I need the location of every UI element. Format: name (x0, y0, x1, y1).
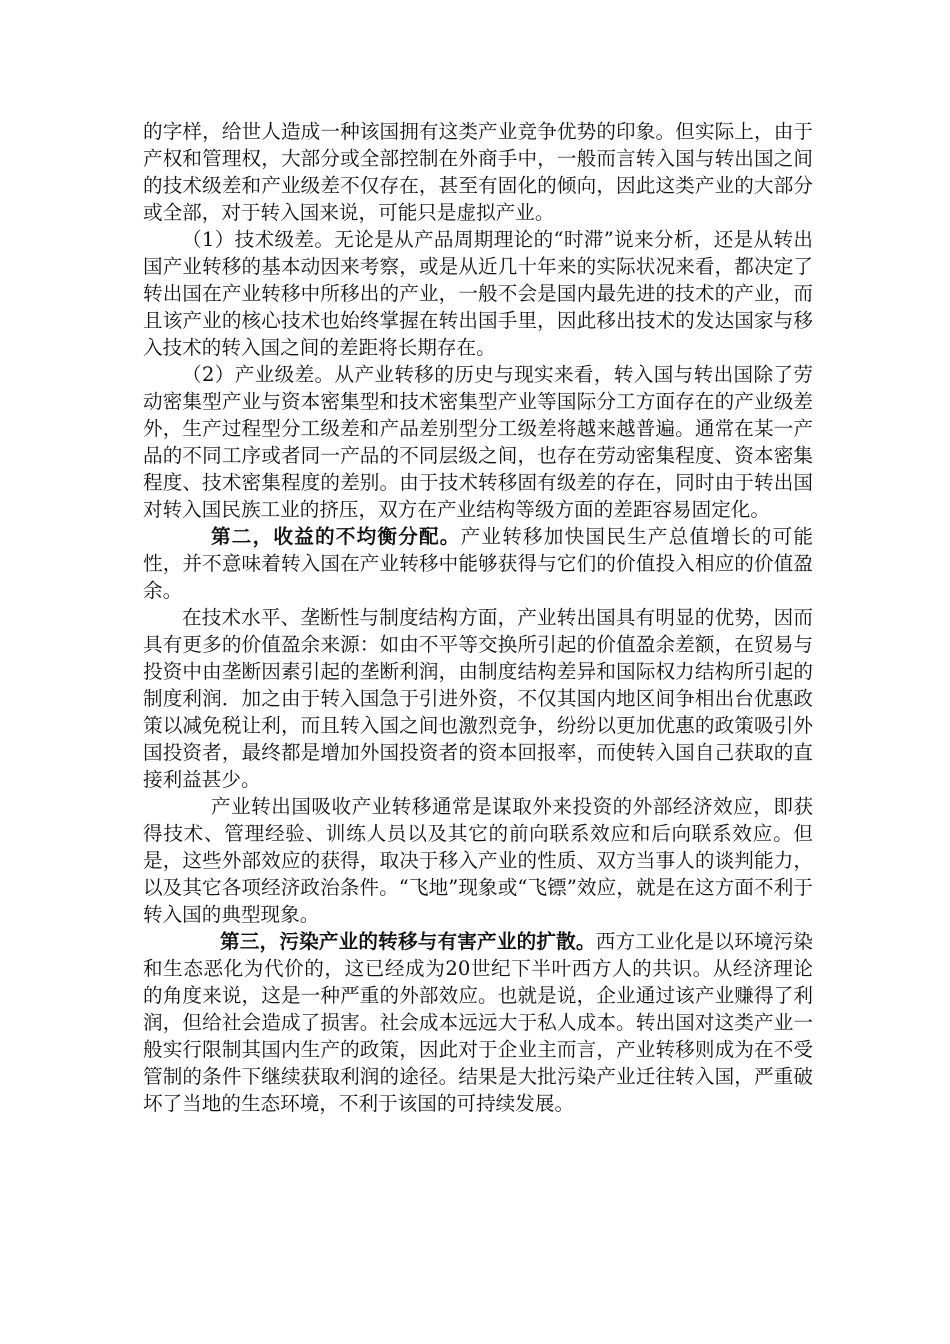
section-heading-second: 第二，收益的不均衡分配。 (211, 525, 461, 548)
section-body-third: 西方工业化是以环境污染和生态恶化为代价的，这已经成为20世纪下半叶西方人的共识。从经济理论的角度来说，这是一种严重的外部效应。也就是说，企业通过该产业赚得了利润，但给社会造成了损害。社会成本远远大于私人成本。转出国对这类产业一般实行限制其国内生产的政策，因此对于企业主而言，产业转移则成为在不受管制的条件下继续获取利润的途径。结果是大批污染产业迁往转入国，严重破坏了当地的生态环境，不利于该国的可持续发展。 (143, 930, 814, 1115)
paragraph-second-point (143, 523, 813, 604)
paragraph-technology-gap: （1）技术级差。无论是从产品周期理论的“时滞”说来分析，还是从转出国产业转移的基本动因来考察，或是从近几十年来的实际状况来看，都决定了转出国在产业转移中所移出的产业，一般不会是国内最先进的技术的产业，而且该产业的核心技术也始终掌握在转出国手里，因此移出技术的发达国家与移入技术的转入国之间的差距将长期存在。 (143, 228, 813, 359)
document-page (143, 118, 813, 1117)
paragraph-external-effects: 产业转出国吸收产业转移通常是谋取外来投资的外部经济效应，即获得技术、管理经验、训练人员以及其它的前向联系效应和后向联系效应。但是，这些外部效应的获得，取决于移入产业的性质、双方当事人的谈判能力，以及其它各项经济政治条件。“飞地”现象或“飞镖”效应，就是在这方面不利于转入国的典型现象。 (143, 795, 813, 926)
paragraph-industry-gap: （2）产业级差。从产业转移的历史与现实来看，转入国与转出国除了劳动密集型产业与资本密集型和技术密集型产业等国际分工方面存在的产业级差外，生产过程型分工级差和产品差别型分工级差将越来越普遍。通常在某一产品的不同工序或者同一产品的不同层级之间，也存在劳动密集程度、资本密集程度、技术密集程度的差别。由于技术转移固有级差的存在，同时由于转出国对转入国民族工业的挤压，双方在产业结构等级方面的差距容易固定化。 (143, 363, 813, 521)
paragraph-value-surplus: 在技术水平、垄断性与制度结构方面，产业转出国具有明显的优势，因而具有更多的价值盈余来源：如由不平等交换所引起的价值盈余差额，在贸易与投资中由垄断因素引起的垄断利润，由制度结构差异和国际权力结构所引起的制度利润．加之由于转入国急于引进外资，不仅其国内地区间争相出台优惠政策以减免税让利，而且转入国之间也激烈竞争，纷纷以更加优惠的政策吸引外国投资者，最终都是增加外国投资者的资本回报率，而使转入国自己获取的直接利益甚少。 (143, 606, 813, 791)
section-body-second: 产业转移加快国民生产总值增长的可能性，并不意味着转入国在产业转移中能够获得与它们的价值投入相应的价值盈余。 (143, 525, 814, 602)
paragraph-virtual-industry: 的字样，给世人造成一种该国拥有这类产业竞争优势的印象。但实际上，由于产权和管理权，大部分或全部控制在外商手中，一般而言转入国与转出国之间的技术级差和产业级差不仅存在，甚至有固化的倾向，因此这类产业的大部分或全部，对于转入国来说，可能只是虚拟产业。 (143, 120, 813, 224)
section-heading-third: 第三，污染产业的转移与有害产业的扩散。 (220, 930, 596, 953)
paragraph-third-point (143, 928, 813, 1117)
